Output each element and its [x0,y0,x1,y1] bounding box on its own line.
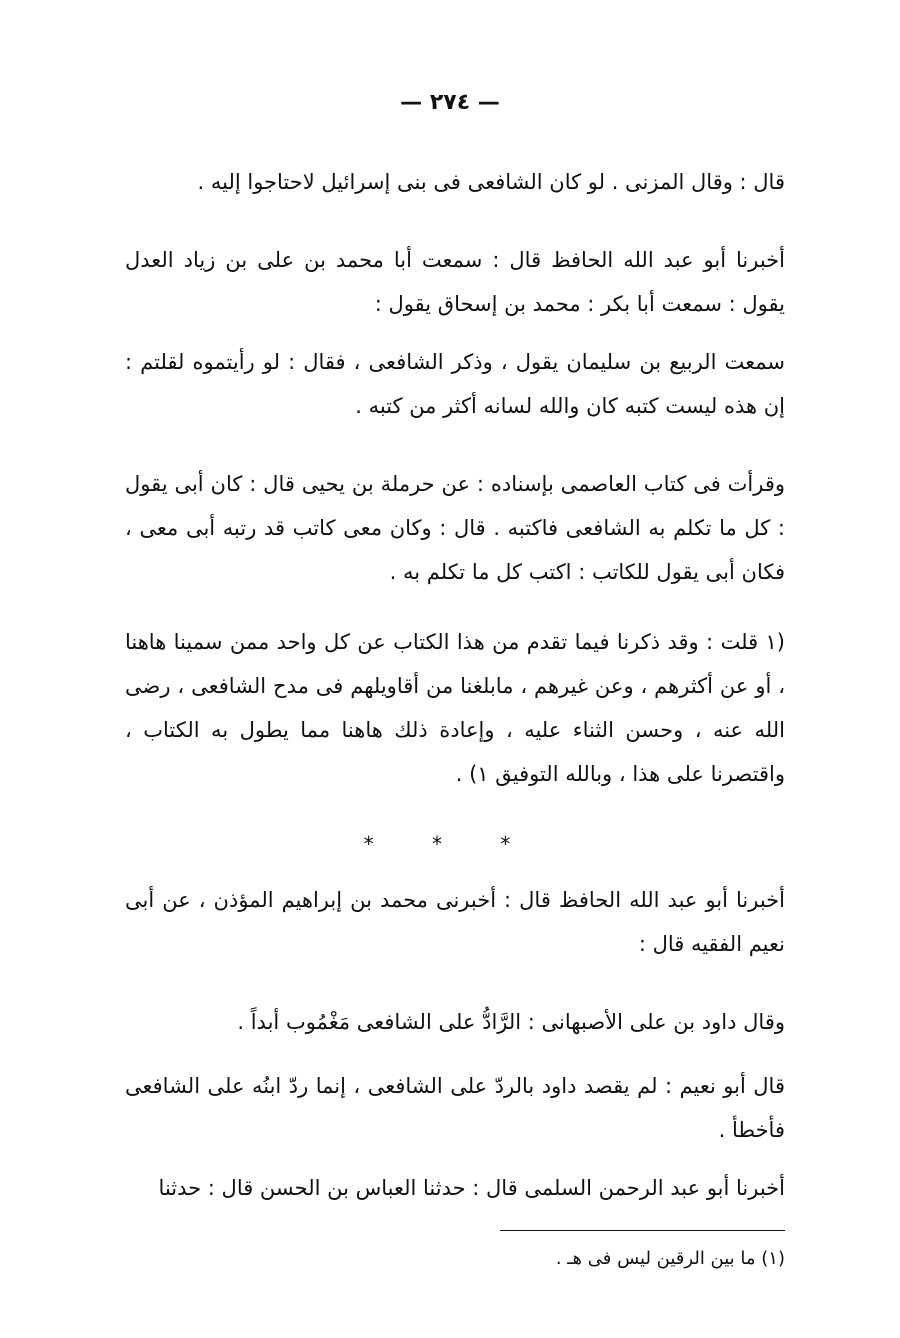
footnote-divider [500,1230,785,1231]
paragraph-6: أخبرنا أبو عبد الله الحافظ قال : أخبرنى محمد بن إبراهيم المؤذن ، عن أبى نعيم الفقيه قال : [125,888,785,956]
paragraph-8: قال أبو نعيم : لم يقصد داود بالردّ على الشافعى ، إنما ردّ ابنُه على الشافعى فأخطأ . [125,1074,785,1142]
paragraph-1: قال : وقال المزنى . لو كان الشافعى فى بنى إسرائيل لاحتاجوا إليه . [197,170,785,194]
paragraph-3: سمعت الربيع بن سليمان يقول ، وذكر الشافعى ، فقال : لو رأيتموه لقلتم : إن هذه ليست كتبه كان والله لسانه أكثر من كتبه . [125,350,785,418]
page-number: — ٢٧٤ — [400,90,500,115]
paragraph-5: (١ قلت : وقد ذكرنا فيما تقدم من هذا الكتاب عن كل واحد ممن سمينا هاهنا ، أو عن أكثرهم ، وعن غيرهم ، مابلغنا من أقاويلهم فى مدح الشافعى ، رضى الله عنه ، وحسن الثناء عليه ، وإعادة ذلك هاهنا مما يطول به الكتاب ، واقتصرنا على هذا ، وبالله التوفيق ١) . [125,630,785,786]
paragraph-4: وقرأت فى كتاب العاصمى بإسناده : عن حرملة بن يحيى قال : كان أبى يقول : كل ما تكلم به الشافعى فاكتبه . قال : وكان معى كاتب قد رتبه أبى معى ، فكان أبى يقول للكاتب : اكتب كل ما تكلم به . [125,472,785,584]
section-separator: * * * [363,832,537,856]
footnote: (١) ما بين الرقين ليس فى هـ . [555,1248,785,1269]
paragraph-2: أخبرنا أبو عبد الله الحافظ قال : سمعت أبا محمد بن على بن زياد العدل يقول : سمعت أبا بكر : محمد بن إسحاق يقول : [125,248,785,316]
paragraph-7: وقال داود بن على الأصبهانى : الرَّادُّ على الشافعى مَغْمُوب أبداً . [237,1010,785,1034]
paragraph-9: أخبرنا أبو عبد الرحمن السلمى قال : حدثنا العباس بن الحسن قال : حدثنا [158,1176,785,1200]
